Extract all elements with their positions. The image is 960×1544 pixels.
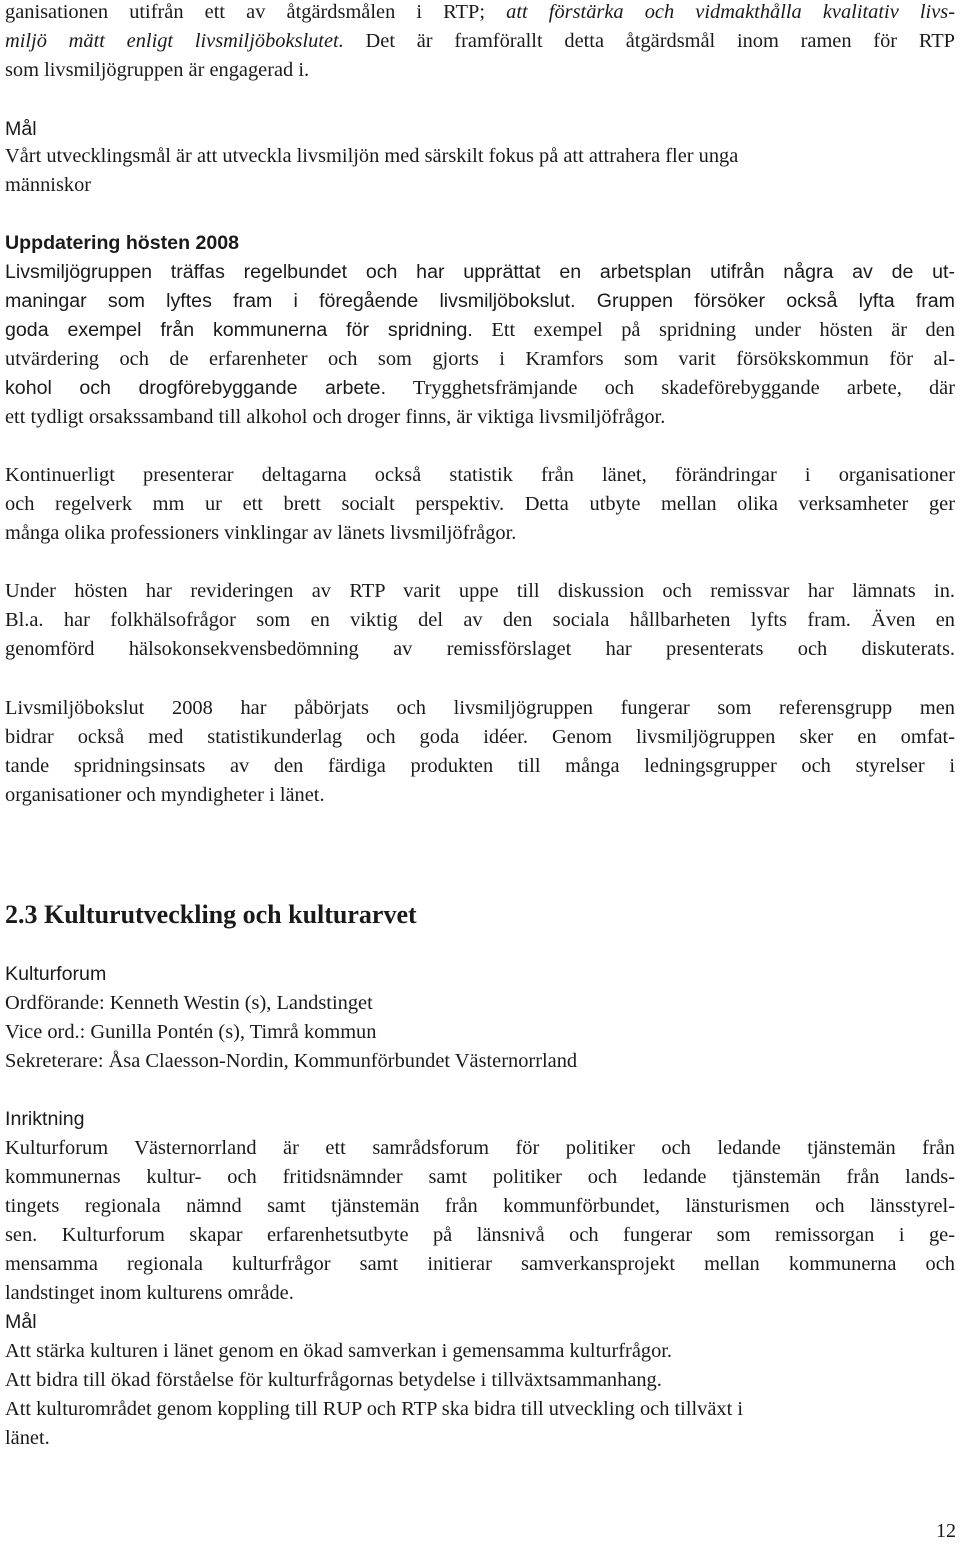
inriktning-line-2: kommunernas kultur- och fritidsnämnder samt politiker och ledande tjänstemän från lands- (5, 1166, 955, 1188)
update-line-3-sans: goda exempel från kommunerna för spridning. (5, 319, 473, 341)
update-line-5-tail: Trygghetsfrämjande och skadeförebyggande arbete, där (386, 377, 955, 399)
rtp-line-2: Bl.a. har folkhälsofrågor som en viktig del av den sociala hållbarheten lyfts fram. Även en (5, 609, 955, 631)
statistik-line-1: Kontinuerligt presenterar deltagarna också statistik från länet, förändringar i organisationer (5, 464, 955, 486)
update-line-5-sans: kohol och drogförebyggande arbete. (5, 377, 387, 399)
update-line-2 (5, 287, 955, 316)
rtp-line-1: Under hösten har revideringen av RTP varit uppe till diskussion och remissvar har lämnats in. (5, 580, 955, 602)
kultur-mal-line-2: Att bidra till ökad förståelse för kulturfrågornas betydelse i tillväxtsammanhang. (5, 1369, 662, 1391)
bokslut-line-4: organisationer och myndigheter i länet. (5, 784, 325, 806)
bokslut-line-2: bidrar också med statistikunderlag och goda idéer. Genom livsmiljögruppen sker en omfat- (5, 726, 955, 748)
intro-line-1-italic: att förstärka och vidmakthålla kvalitativ livs- (506, 1, 955, 23)
bokslut-line-1: Livsmiljöbokslut 2008 har påbörjats och livsmiljögruppen fungerar som referensgrupp men (5, 697, 955, 719)
intro-line-2 (5, 27, 955, 56)
page-number: 12 (936, 1520, 956, 1542)
update-line-1: Livsmiljögruppen träffas regelbundet och har upprättat en arbetsplan utifrån några av de ut- (5, 261, 955, 283)
mal-heading: Mål (5, 118, 37, 140)
inriktning-heading: Inriktning (5, 1108, 85, 1130)
update-line-3 (5, 316, 955, 345)
statistik-line-3: många olika professioners vinklingar av länets livsmiljöfrågor. (5, 522, 517, 544)
mal-line-2: människor (5, 174, 92, 196)
member-secretary: Sekreterare: Åsa Claesson-Nordin, Kommunförbundet Västernorrland (5, 1050, 578, 1072)
kultur-mal-line-4: länet. (5, 1427, 50, 1449)
intro-line-2-text: Det är framförallt detta åtgärdsmål inom ramen för RTP (343, 30, 955, 52)
rtp-line-3: genomförd hälsokonsekvensbedömning av remissförslaget har presenterats och diskuterats. (5, 638, 955, 660)
kultur-mal-line-3: Att kulturområdet genom koppling till RUP och RTP ska bidra till utveckling och tillväxt i (5, 1398, 744, 1420)
kultur-mal-line-1: Att stärka kulturen i länet genom en ökad samverkan i gemensamma kulturfrågor. (5, 1340, 673, 1362)
bokslut-line-3: tande spridningsinsats av den färdiga produkten till många ledningsgrupper och styrelser i (5, 755, 955, 777)
update-line-4: utvärdering och de erfarenheter och som gjorts i Kramfors som varit försökskommun för al- (5, 348, 955, 370)
member-vice-chair: Vice ord.: Gunilla Pontén (s), Timrå kommun (5, 1021, 377, 1043)
update-heading: Uppdatering hösten 2008 (5, 232, 240, 254)
intro-line-1-text: ganisationen utifrån ett av åtgärdsmålen i RTP; (5, 1, 507, 23)
intro-line-2-italic: miljö mätt enligt livsmiljöbokslutet. (5, 30, 344, 52)
update-line-2-tail: Gruppen försöker också lyfta fram (575, 290, 956, 312)
inriktning-line-4: sen. Kulturforum skapar erfarenhetsutbyte på länsnivå och fungerar som remissorgan i ge- (5, 1224, 955, 1246)
inriktning-line-5: mensamma regionala kulturfrågor samt initierar samverkansprojekt mellan kommunerna och (5, 1253, 955, 1275)
inriktning-line-3: tingets regionala nämnd samt tjänstemän från kommunförbundet, länsturismen och länsstyrel- (5, 1195, 955, 1217)
update-line-2-sans: maningar som lyftes fram i föregående livsmiljöbokslut. (5, 290, 576, 312)
update-line-6: ett tydligt orsakssamband till alkohol och droger finns, är viktiga livsmiljöfrågor. (5, 406, 666, 428)
inriktning-line-6: landstinget inom kulturens område. (5, 1282, 294, 1304)
update-line-3-tail: Ett exempel på spridning under hösten är den (472, 319, 955, 341)
intro-line-1 (5, 0, 955, 27)
update-line-5 (5, 374, 955, 403)
inriktning-line-1: Kulturforum Västernorrland är ett samrådsforum för politiker och ledande tjänstemän från (5, 1137, 955, 1159)
intro-line-3: som livsmiljögruppen är engagerad i. (5, 59, 310, 81)
kulturforum-heading: Kulturforum (5, 963, 107, 985)
kultur-mal-heading: Mål (5, 1311, 37, 1333)
member-chair: Ordförande: Kenneth Westin (s), Landstinget (5, 992, 373, 1014)
statistik-line-2: och regelverk mm ur ett brett socialt perspektiv. Detta utbyte mellan olika verksamheter ger (5, 493, 955, 515)
section-heading-2-3: 2.3 Kulturutveckling och kulturarvet (5, 900, 417, 929)
mal-line-1: Vårt utvecklingsmål är att utveckla livsmiljön med särskilt fokus på att attrahera fler unga (5, 145, 739, 167)
